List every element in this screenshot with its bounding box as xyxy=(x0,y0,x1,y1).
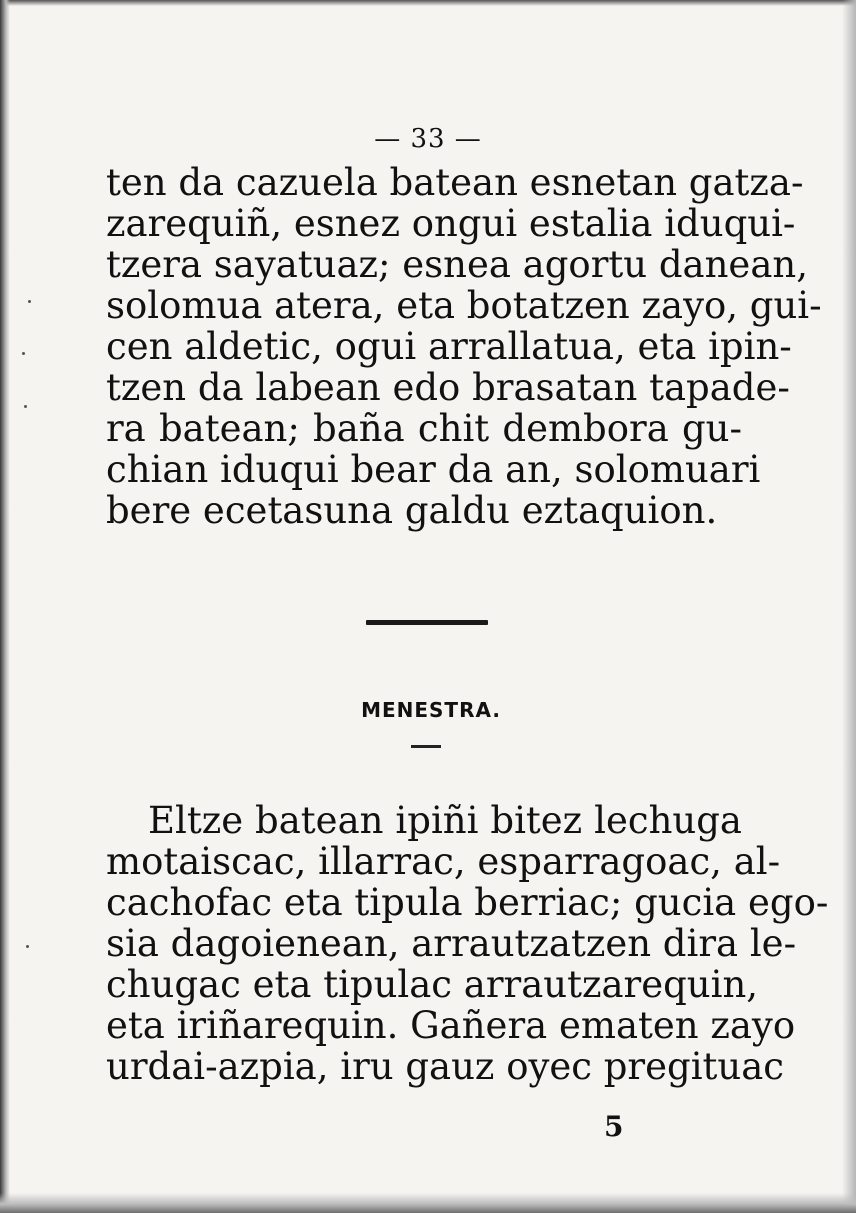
text-line: eta iriñarequin. Gañera ematen zayo xyxy=(106,1004,796,1047)
text-line: solomua atera, eta botatzen zayo, gui- xyxy=(106,284,822,327)
text-line: cachofac eta tipula berriac; gucia ego- xyxy=(106,881,829,924)
page-edge-left xyxy=(0,0,10,1213)
text-line: motaiscac, illarrac, esparragoac, al- xyxy=(106,840,781,883)
page-number: — 33 — xyxy=(374,124,482,154)
text-line: chugac eta tipulac arrautzarequin, xyxy=(106,963,759,1006)
text-line: chian iduqui bear da an, solomuari xyxy=(106,448,761,491)
text-line: Eltze batean ipiñi bitez lechuga xyxy=(148,799,742,842)
text-line: sia dagoienean, arrautzatzen dira le- xyxy=(106,922,797,965)
text-line: urdai-azpia, iru gauz oyec pregituac xyxy=(106,1045,785,1088)
section-heading: MENESTRA. xyxy=(361,698,501,722)
text-line: ten da cazuela batean esnetan gatza- xyxy=(106,161,804,204)
text-line: ra batean; baña chit dembora gu- xyxy=(106,407,742,450)
text-line: bere ecetasuna galdu eztaquion. xyxy=(106,489,718,532)
text-line: cen aldetic, ogui arrallatua, eta ipin- xyxy=(106,325,792,368)
text-line: zarequiñ, esnez ongui estalia iduqui- xyxy=(106,202,796,245)
text-line: tzen da labean edo brasatan tapade- xyxy=(106,366,790,409)
heading-underline xyxy=(411,745,441,748)
paragraph-2 xyxy=(106,799,829,1088)
signature-mark: 5 xyxy=(604,1110,624,1143)
page-edge-bottom xyxy=(0,1193,856,1213)
text-line: tzera sayatuaz; esnea agortu danean, xyxy=(106,243,808,286)
page-edge-right xyxy=(842,0,856,1213)
paragraph-1 xyxy=(106,161,822,532)
page-edge-top xyxy=(0,0,856,6)
section-divider-rule xyxy=(366,620,488,625)
